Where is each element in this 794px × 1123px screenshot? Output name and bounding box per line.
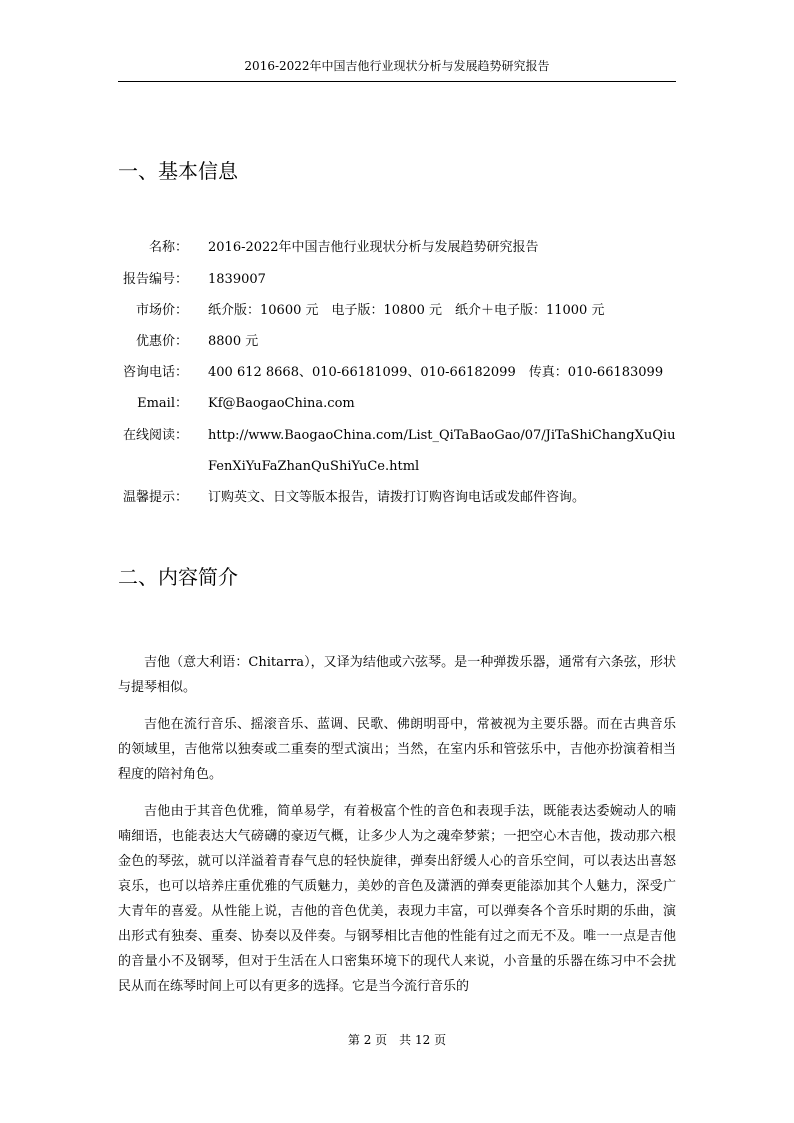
- intro-paragraph: 吉他由于其音色优雅，简单易学，有着极富个性的音色和表现手法，既能表达委婉动人的喃喃细语，也能表达大气磅礴的豪迈气概，让多少人为之魂牵梦萦；一把空心木吉他，拨动那六根金色的琴弦，就可以洋溢着青春气息的轻快旋律，弹奏出舒缓人心的音乐空间，可以表达出喜怒哀乐，也可以培养庄重优雅的气质魅力，美妙的音色及潇洒的弹奏更能添加其个人魅力，深受广大青年的喜爱。从性能上说，吉他的音色优美，表现力丰富，可以弹奏各个音乐时期的乐曲，演出形式有独奏、重奏、协奏以及伴奏。与钢琴相比吉他的性能有过之而无不及。唯一一点是吉他的音量小不及钢琴，但对于生活在人口密集环境下的现代人来说，小音量的乐器在练习中不会扰民从而在练琴时间上可以有更多的选择。它是当今流行音乐的: [118, 804, 676, 994]
- info-value: 400 612 8668、010-66181099、010-66182099 传真：010-66183099: [208, 365, 664, 380]
- info-label: 报告编号：: [122, 272, 188, 287]
- info-value: 8800 元: [208, 334, 259, 349]
- online-reading-link[interactable]: http://www.BaogaoChina.com/List_QiTaBaoGao/07/JiTaShiChangXuQiuFenXiYuFaZhanQuShiYuCe.html: [208, 428, 676, 474]
- info-label: 温馨提示：: [122, 490, 188, 505]
- info-label: Email：: [137, 396, 188, 411]
- info-label: 咨询电话：: [122, 365, 188, 380]
- page-number: 第 2 页 共 12 页: [347, 1033, 447, 1047]
- section-title-basic-info: 一、基本信息: [118, 159, 238, 183]
- page-header-title: 2016-2022年中国吉他行业现状分析与发展趋势研究报告: [244, 59, 550, 73]
- info-value: 2016-2022年中国吉他行业现状分析与发展趋势研究报告: [208, 240, 539, 255]
- intro-paragraph: 吉他（意大利语：Chitarra），又译为结他或六弦琴。是一种弹拨乐器，通常有六条弦，形状与提琴相似。: [118, 655, 676, 695]
- intro-paragraph: 吉他在流行音乐、摇滚音乐、蓝调、民歌、佛朗明哥中，常被视为主要乐器。而在古典音乐的领域里，吉他常以独奏或二重奏的型式演出；当然，在室内乐和管弦乐中，吉他亦扮演着相当程度的陪衬角色。: [118, 717, 676, 782]
- email-link[interactable]: Kf@BaogaoChina.com: [208, 396, 355, 411]
- section-title-intro: 二、内容简介: [118, 565, 238, 589]
- info-label: 优惠价：: [135, 334, 188, 349]
- info-value: 纸介版：10600 元 电子版：10800 元 纸介＋电子版：11000 元: [208, 303, 605, 318]
- info-label: 市场价：: [135, 303, 188, 318]
- header-divider: [118, 81, 676, 82]
- info-value: 1839007: [208, 272, 266, 287]
- info-label: 名称：: [148, 240, 188, 255]
- info-label: 在线阅读：: [122, 428, 188, 443]
- info-value: 订购英文、日文等版本报告，请拨打订购咨询电话或发邮件咨询。: [208, 490, 586, 505]
